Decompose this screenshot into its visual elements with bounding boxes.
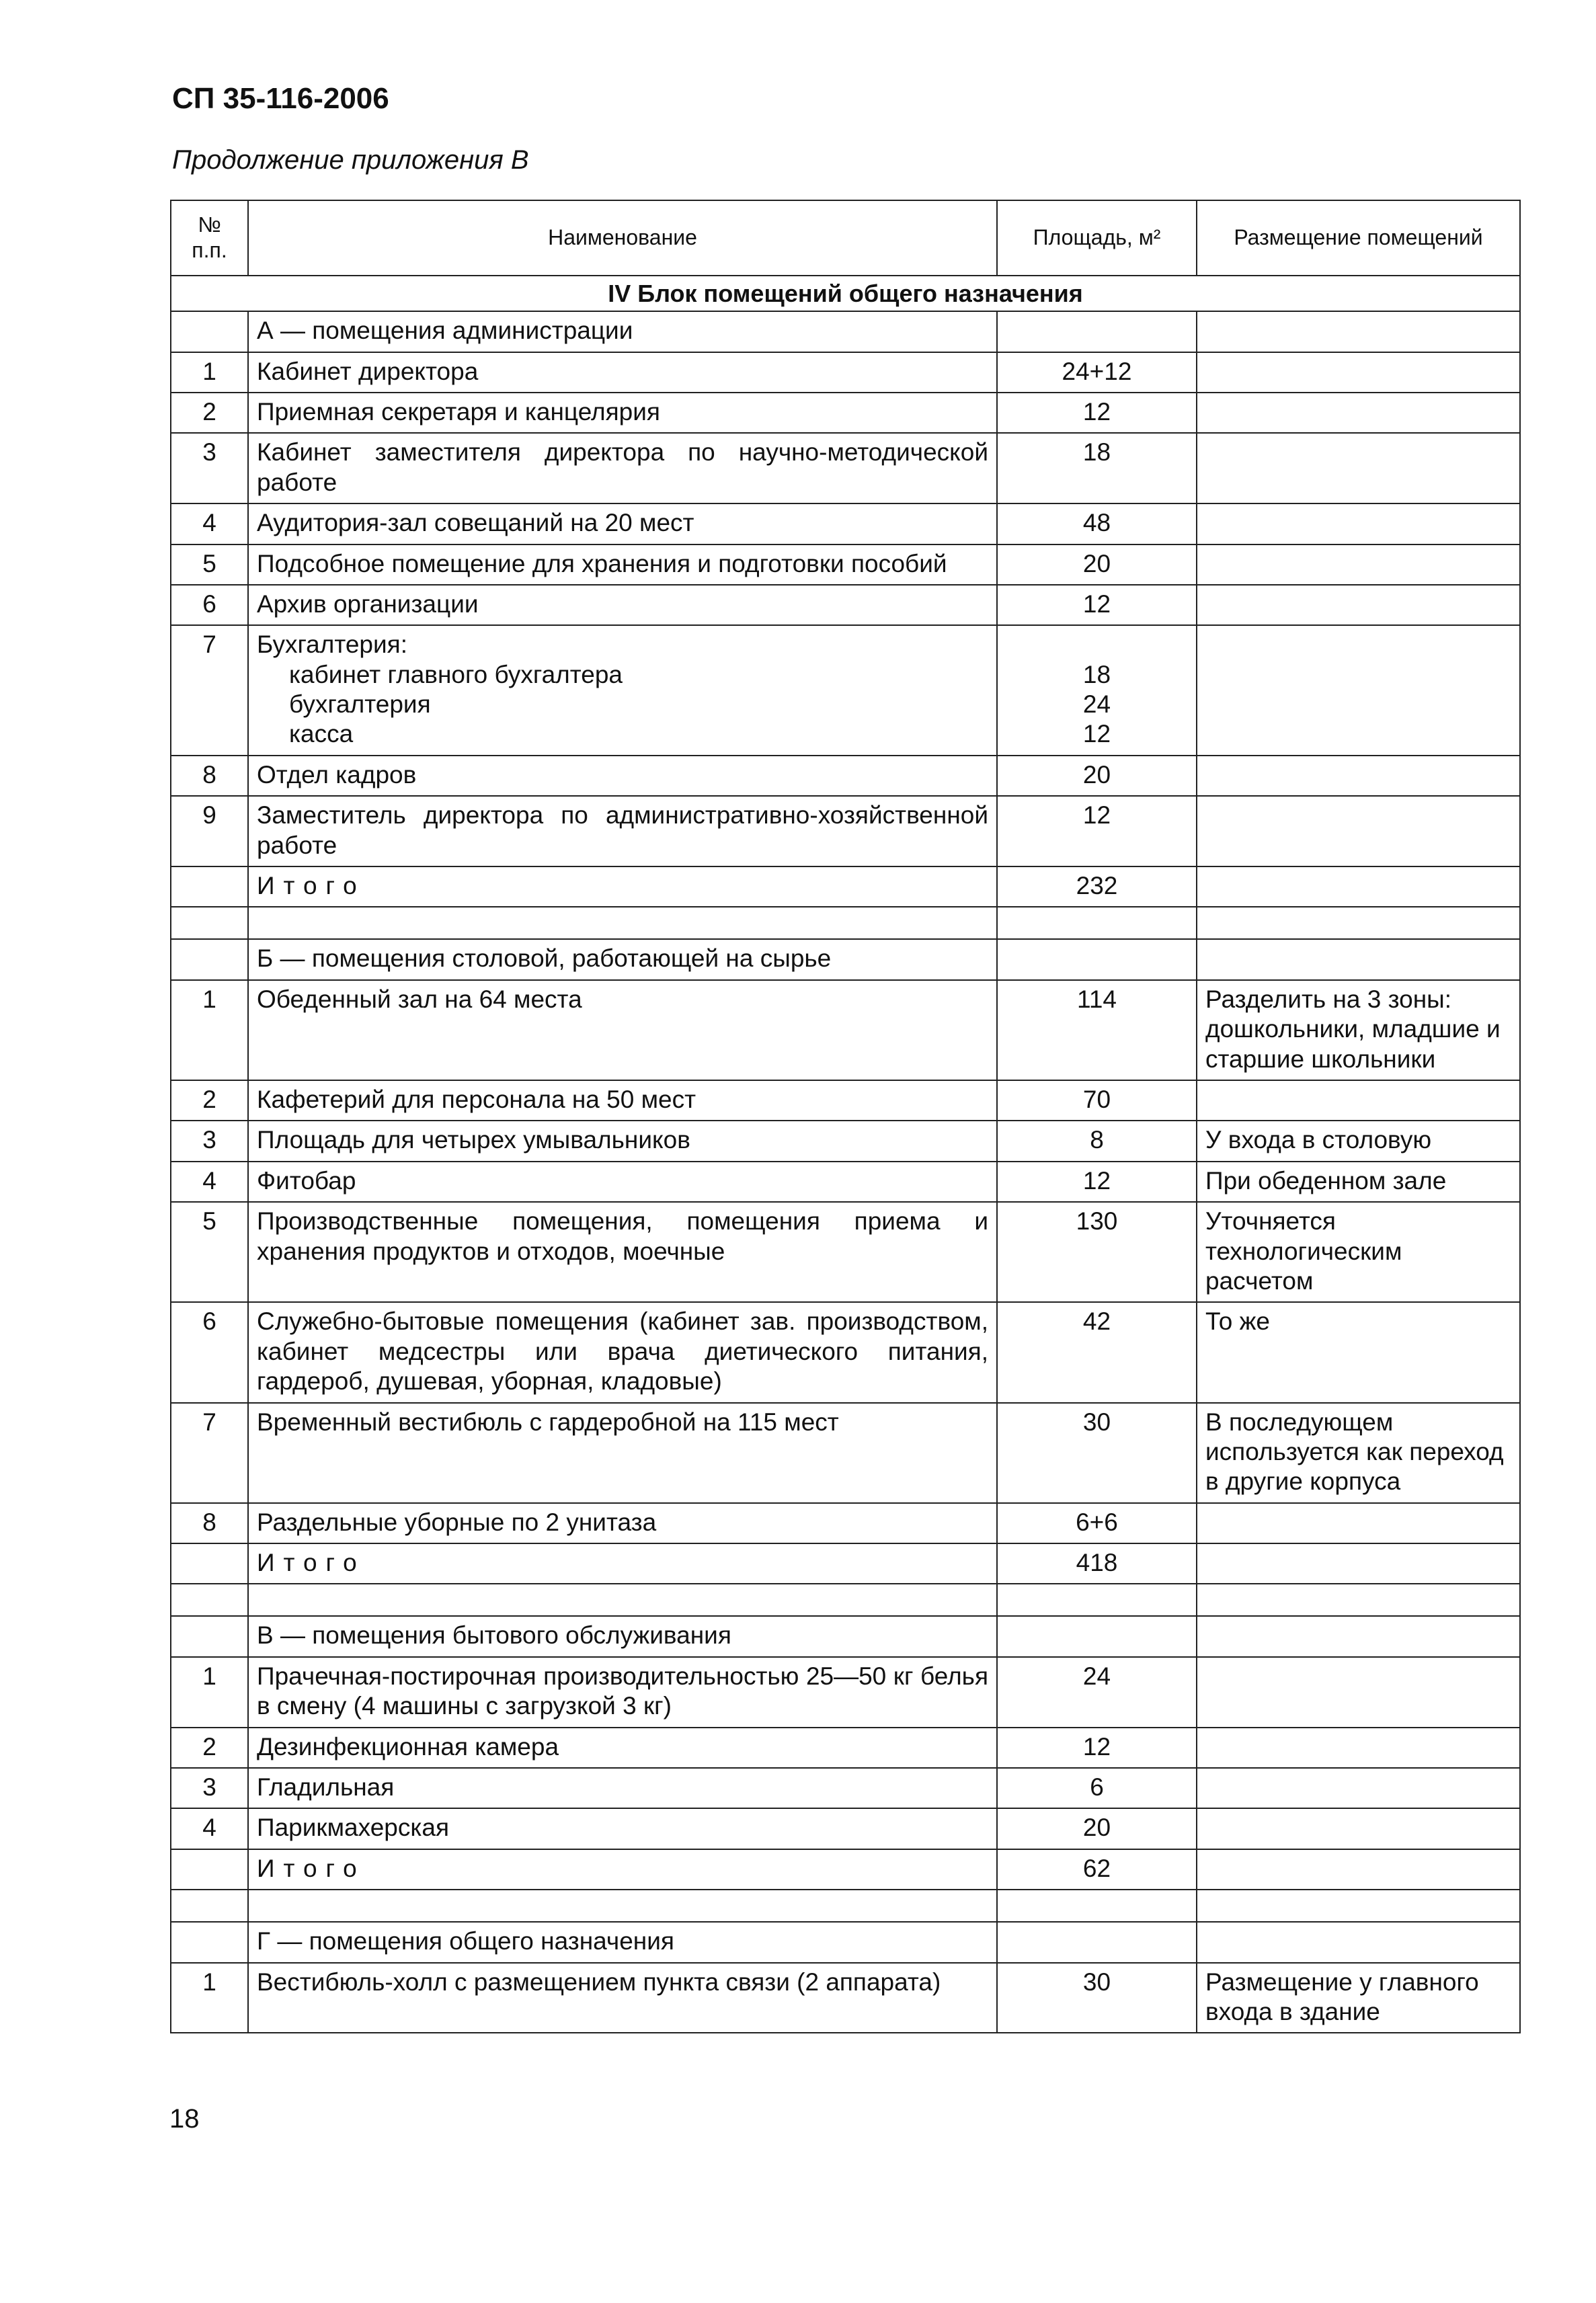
room-area: 12 [997, 1162, 1197, 1202]
total-area: 62 [997, 1849, 1197, 1890]
row-number: 6 [171, 585, 248, 625]
room-name: Приемная секретаря и канцелярия [248, 393, 997, 433]
cell-placement [1197, 939, 1520, 979]
empty-cell [997, 907, 1197, 939]
room-area: 12 [997, 585, 1197, 625]
table-row [171, 756, 1520, 796]
room-area [997, 625, 1197, 756]
row-number: 1 [171, 1963, 248, 2033]
empty-cell [997, 1584, 1197, 1616]
room-placement [1197, 1768, 1520, 1808]
page-number: 18 [169, 2104, 200, 2134]
appendix-continuation-title: Продолжение приложения В [172, 145, 529, 175]
room-name [248, 625, 997, 756]
sub-room-area: 12 [1082, 720, 1111, 748]
room-area: 24 [997, 1657, 1197, 1728]
room-placement [1197, 585, 1520, 625]
room-placement [1197, 1503, 1520, 1543]
room-placement: То же [1197, 1302, 1520, 1402]
room-area: 12 [997, 796, 1197, 866]
rooms-table [170, 200, 1521, 2033]
section-title: IV Блок помещений общего назначения [171, 276, 1520, 311]
table-row [171, 1302, 1520, 1402]
empty-cell [1197, 907, 1520, 939]
column-header-placement: Размещение помещений [1197, 200, 1520, 276]
row-number: 1 [171, 980, 248, 1080]
table-row [171, 1121, 1520, 1161]
row-number: 2 [171, 1080, 248, 1121]
cell-area [997, 1616, 1197, 1656]
room-name: Архив организации [248, 585, 997, 625]
column-header-name: Наименование [248, 200, 997, 276]
total-area: 232 [997, 866, 1197, 907]
empty-cell [248, 1584, 997, 1616]
room-name: Раздельные уборные по 2 унитаза [248, 1503, 997, 1543]
cell-num [171, 311, 248, 352]
row-number: 4 [171, 1162, 248, 1202]
room-placement [1197, 393, 1520, 433]
room-name: Прачечная-постирочная производительностью 25—50 кг белья в смену (4 машины с загрузкой 3 кг) [248, 1657, 997, 1728]
room-name-main: Бухгалтерия: [257, 631, 407, 659]
row-number: 2 [171, 1728, 248, 1768]
room-name: Служебно-бытовые помещения (кабинет зав. производством, кабинет медсестры или врача диетического питания, гардероб, душевая, уборная, кладовые) [248, 1302, 997, 1402]
group-heading: Г — помещения общего назначения [248, 1922, 997, 1962]
table-row [171, 393, 1520, 433]
total-label: Итого [257, 1854, 366, 1882]
room-name: Обеденный зал на 64 места [248, 980, 997, 1080]
table-header-row [171, 200, 1520, 276]
table-row [171, 980, 1520, 1080]
room-placement [1197, 1080, 1520, 1121]
empty-cell [248, 907, 997, 939]
total-row [171, 866, 1520, 907]
table-body [171, 276, 1520, 2033]
empty-cell [1197, 1584, 1520, 1616]
room-placement [1197, 796, 1520, 866]
table-row [171, 1768, 1520, 1808]
room-area: 70 [997, 1080, 1197, 1121]
sub-room-name: кабинет главного бухгалтера [289, 660, 623, 688]
empty-cell [1197, 1890, 1520, 1922]
row-number: 3 [171, 433, 248, 503]
room-placement [1197, 1808, 1520, 1849]
row-number: 2 [171, 393, 248, 433]
table-row [171, 503, 1520, 544]
room-name: Аудитория-зал совещаний на 20 мест [248, 503, 997, 544]
empty-row [171, 1890, 1520, 1922]
room-area: 30 [997, 1403, 1197, 1503]
room-placement [1197, 756, 1520, 796]
sub-room-name: бухгалтерия [289, 690, 431, 719]
cell-num [171, 1543, 248, 1584]
room-placement [1197, 503, 1520, 544]
cell-num [171, 939, 248, 979]
row-number: 9 [171, 796, 248, 866]
room-name: Вестибюль-холл с размещением пункта связи (2 аппарата) [248, 1963, 997, 2033]
room-name: Отдел кадров [248, 756, 997, 796]
table-row [171, 1657, 1520, 1728]
total-label-cell [248, 866, 997, 907]
group-heading-row [171, 311, 1520, 352]
row-number: 4 [171, 503, 248, 544]
table-row [171, 433, 1520, 503]
group-heading: А — помещения администрации [248, 311, 997, 352]
room-name: Фитобар [248, 1162, 997, 1202]
room-area: 30 [997, 1963, 1197, 2033]
total-label-cell [248, 1543, 997, 1584]
total-label: Итого [257, 872, 366, 900]
sub-room-name: касса [289, 720, 354, 748]
room-area: 130 [997, 1202, 1197, 1302]
empty-cell [171, 1584, 248, 1616]
table-row [171, 1202, 1520, 1302]
room-placement [1197, 625, 1520, 756]
cell-area [997, 1922, 1197, 1962]
column-header-num: № п.п. [171, 200, 248, 276]
group-heading-row [171, 1616, 1520, 1656]
room-area: 18 [997, 433, 1197, 503]
room-name: Временный вестибюль с гардеробной на 115 мест [248, 1403, 997, 1503]
row-number: 7 [171, 1403, 248, 1503]
room-name: Площадь для четырех умывальников [248, 1121, 997, 1161]
room-area: 12 [997, 1728, 1197, 1768]
empty-cell [997, 1890, 1197, 1922]
total-area: 418 [997, 1543, 1197, 1584]
group-heading-row [171, 1922, 1520, 1962]
room-name: Производственные помещения, помещения приема и хранения продуктов и отходов, моечные [248, 1202, 997, 1302]
room-area: 12 [997, 393, 1197, 433]
cell-placement [1197, 866, 1520, 907]
row-number: 4 [171, 1808, 248, 1849]
room-area: 20 [997, 756, 1197, 796]
table-row [171, 1728, 1520, 1768]
cell-area [997, 311, 1197, 352]
room-area: 6 [997, 1768, 1197, 1808]
group-heading-row [171, 939, 1520, 979]
empty-cell [248, 1890, 997, 1922]
total-row [171, 1849, 1520, 1890]
cell-placement [1197, 1616, 1520, 1656]
empty-row [171, 1584, 1520, 1616]
room-area: 114 [997, 980, 1197, 1080]
section-title-row [171, 276, 1520, 311]
row-number: 6 [171, 1302, 248, 1402]
cell-placement [1197, 311, 1520, 352]
cell-num [171, 1849, 248, 1890]
table-row [171, 1503, 1520, 1543]
table-row [171, 585, 1520, 625]
row-number: 1 [171, 352, 248, 393]
room-area: 8 [997, 1121, 1197, 1161]
table-row [171, 1403, 1520, 1503]
row-number: 8 [171, 1503, 248, 1543]
row-number: 5 [171, 544, 248, 585]
table-row [171, 1808, 1520, 1849]
room-placement [1197, 352, 1520, 393]
room-placement [1197, 1728, 1520, 1768]
total-row [171, 1543, 1520, 1584]
row-number: 3 [171, 1121, 248, 1161]
cell-area [997, 939, 1197, 979]
group-heading: В — помещения бытового обслуживания [248, 1616, 997, 1656]
table-row [171, 1080, 1520, 1121]
room-name: Дезинфекционная камера [248, 1728, 997, 1768]
room-area: 20 [997, 544, 1197, 585]
sub-room-area: 18 [1082, 660, 1111, 688]
row-number: 1 [171, 1657, 248, 1728]
empty-cell [171, 1890, 248, 1922]
empty-cell [171, 907, 248, 939]
cell-num [171, 1922, 248, 1962]
row-number: 5 [171, 1202, 248, 1302]
row-number: 8 [171, 756, 248, 796]
room-name: Парикмахерская [248, 1808, 997, 1849]
room-placement [1197, 433, 1520, 503]
room-area: 20 [997, 1808, 1197, 1849]
room-placement: При обеденном зале [1197, 1162, 1520, 1202]
document-code: СП 35-116-2006 [172, 82, 389, 115]
group-heading: Б — помещения столовой, работающей на сырье [248, 939, 997, 979]
room-name: Подсобное помещение для хранения и подготовки пособий [248, 544, 997, 585]
room-placement: В последующем используется как переход в другие корпуса [1197, 1403, 1520, 1503]
table-row [171, 352, 1520, 393]
room-name: Кафетерий для персонала на 50 мест [248, 1080, 997, 1121]
room-name: Кабинет заместителя директора по научно-методической работе [248, 433, 997, 503]
table-row [171, 1963, 1520, 2033]
room-placement [1197, 544, 1520, 585]
room-name: Заместитель директора по административно-хозяйственной работе [248, 796, 997, 866]
room-name: Кабинет директора [248, 352, 997, 393]
table-row [171, 544, 1520, 585]
room-area: 42 [997, 1302, 1197, 1402]
cell-num [171, 1616, 248, 1656]
cell-placement [1197, 1849, 1520, 1890]
room-name: Гладильная [248, 1768, 997, 1808]
column-header-area: Площадь, м² [997, 200, 1197, 276]
empty-row [171, 907, 1520, 939]
room-placement: Уточняется технологическим расчетом [1197, 1202, 1520, 1302]
room-area: 24+12 [997, 352, 1197, 393]
room-placement: Разделить на 3 зоны: дошкольники, младшие и старшие школьники [1197, 980, 1520, 1080]
room-placement: Размещение у главного входа в здание [1197, 1963, 1520, 2033]
table-row [171, 1162, 1520, 1202]
total-label: Итого [257, 1549, 366, 1577]
row-number: 7 [171, 625, 248, 756]
cell-placement [1197, 1543, 1520, 1584]
total-label-cell [248, 1849, 997, 1890]
room-placement: У входа в столовую [1197, 1121, 1520, 1161]
sub-room-area: 24 [1082, 690, 1111, 719]
cell-placement [1197, 1922, 1520, 1962]
row-number: 3 [171, 1768, 248, 1808]
cell-num [171, 866, 248, 907]
room-placement [1197, 1657, 1520, 1728]
room-area: 48 [997, 503, 1197, 544]
table-row [171, 796, 1520, 866]
table-row [171, 625, 1520, 756]
room-area: 6+6 [997, 1503, 1197, 1543]
